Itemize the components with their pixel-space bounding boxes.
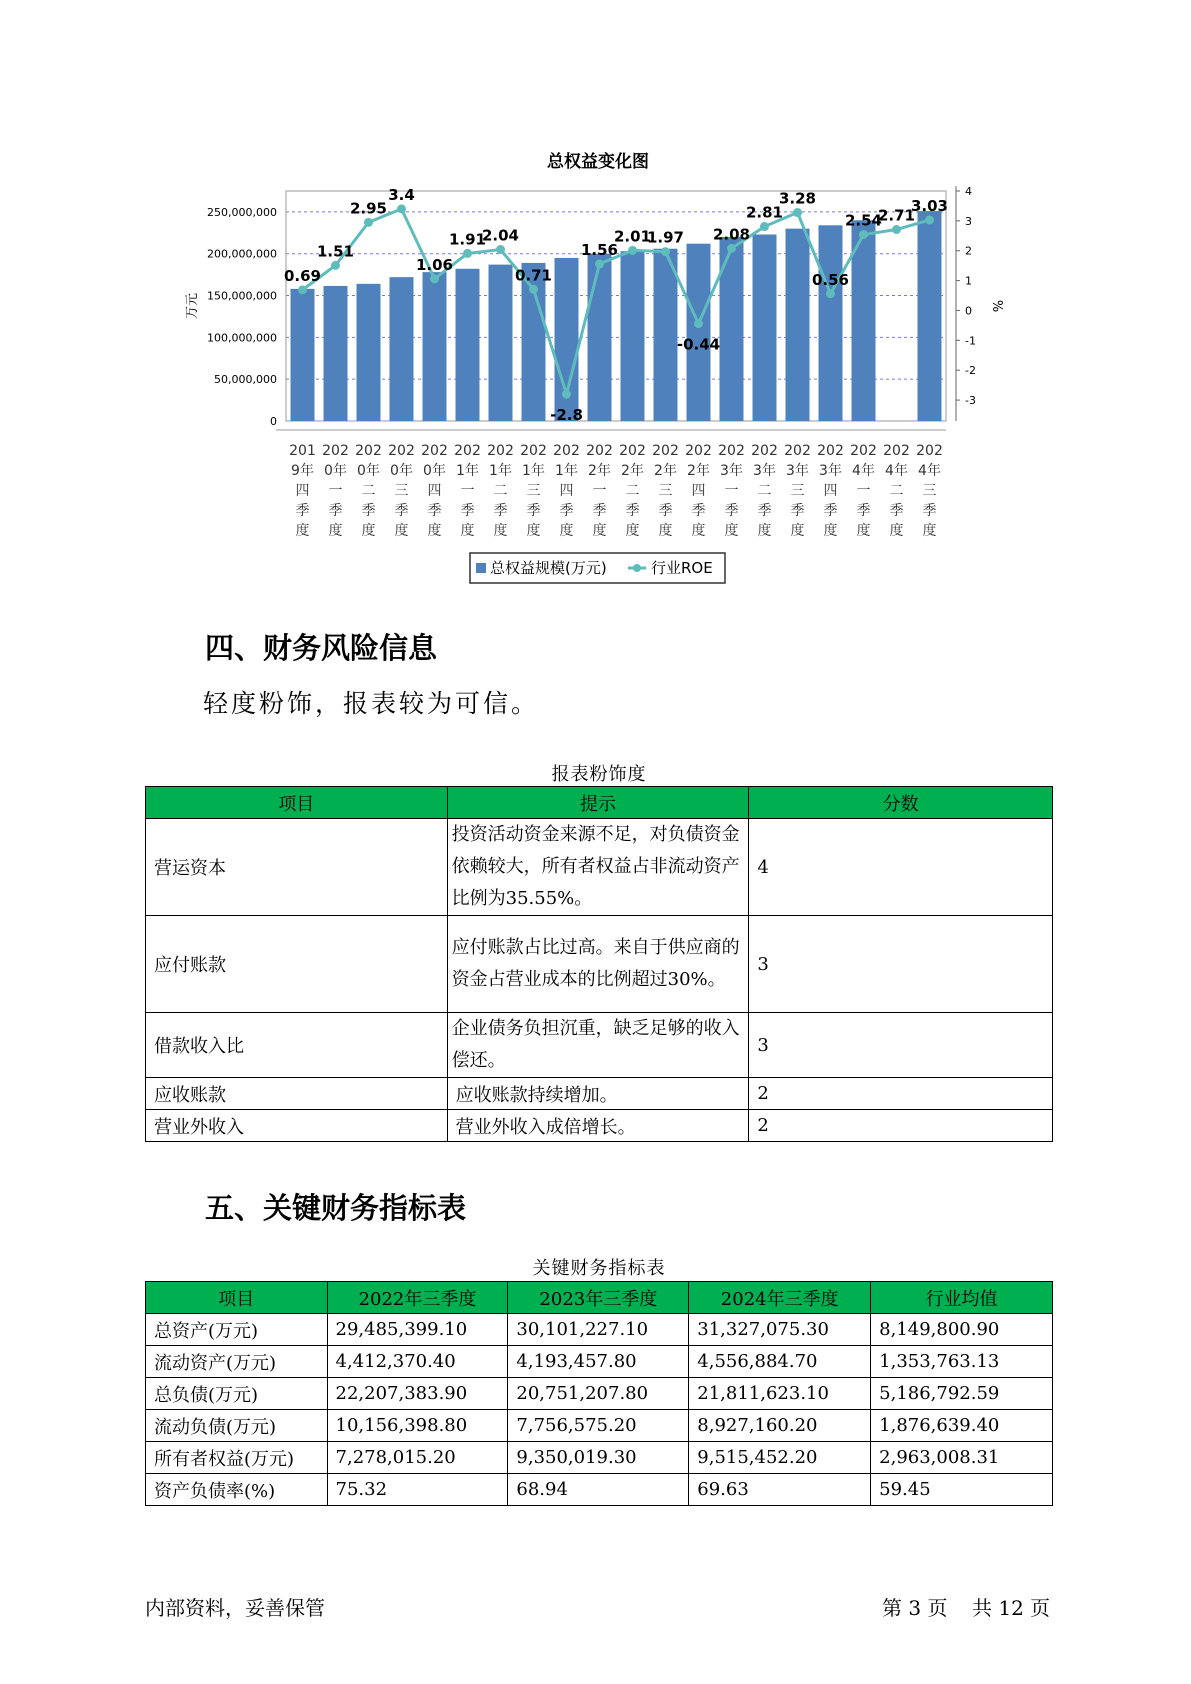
cell: 20,751,207.80	[508, 1378, 689, 1410]
x-tick-label: 度	[724, 523, 739, 539]
x-tick-label: 度	[295, 523, 310, 539]
roe-data-label: 2.54	[844, 211, 883, 230]
x-tick-label: 0年	[390, 463, 413, 479]
legend-line-marker	[633, 564, 641, 572]
x-tick-label: 季	[724, 503, 739, 519]
cell: 流动资产(万元)	[146, 1346, 328, 1378]
y-tick-label: 150,000,000	[207, 289, 277, 303]
cell: 1,876,639.40	[871, 1410, 1053, 1442]
cell: 9,515,452.20	[689, 1442, 871, 1474]
row-hint: 投资活动资金来源不足，对负债资金依赖较大，所有者权益占非流动资产比例为35.55%。	[447, 819, 749, 916]
x-tick-label: 2年	[621, 463, 644, 479]
y2-tick-label: -2	[965, 364, 976, 378]
table-row	[146, 1378, 1053, 1410]
cell: 59.45	[871, 1474, 1053, 1506]
x-tick-label: 201	[289, 443, 316, 459]
bar	[456, 269, 480, 421]
x-tick-label: 202	[784, 443, 811, 459]
cell: 1,353,763.13	[871, 1346, 1053, 1378]
roe-data-label: 2.95	[349, 199, 388, 218]
cell: 7,756,575.20	[508, 1410, 689, 1442]
cell: 5,186,792.59	[871, 1378, 1053, 1410]
bar	[588, 254, 612, 421]
x-tick-label: 季	[394, 503, 409, 519]
x-tick-label: 三	[526, 483, 541, 499]
x-tick-label: 二	[361, 483, 376, 499]
table-row	[146, 1442, 1053, 1474]
header-hint: 提示	[447, 787, 749, 819]
cell: 流动负债(万元)	[146, 1410, 328, 1442]
legend-bar-label: 总权益规模(万元)	[490, 559, 607, 577]
roe-point	[826, 289, 835, 298]
bar	[390, 277, 414, 421]
x-tick-label: 202	[817, 443, 844, 459]
roe-data-label: 3.03	[910, 196, 949, 215]
x-tick-label: 2年	[654, 463, 677, 479]
x-tick-label: 202	[718, 443, 745, 459]
x-tick-label: 季	[328, 503, 343, 519]
x-tick-label: 202	[751, 443, 778, 459]
y-tick-label: 200,000,000	[207, 247, 277, 261]
x-tick-label: 1年	[522, 463, 545, 479]
x-tick-label: 度	[361, 523, 376, 539]
cell: 资产负债率(%)	[146, 1474, 328, 1506]
table-header-row	[146, 1282, 1053, 1314]
x-tick-label: 度	[427, 523, 442, 539]
x-tick-label: 季	[856, 503, 871, 519]
roe-point	[859, 230, 868, 239]
x-tick-label: 1年	[555, 463, 578, 479]
cell: 8,149,800.90	[871, 1314, 1053, 1346]
header-item: 项目	[146, 1282, 328, 1314]
roe-data-label: -2.8	[550, 406, 583, 425]
x-tick-label: 四	[295, 483, 310, 499]
x-tick-label: 202	[850, 443, 877, 459]
row-item: 借款收入比	[146, 1013, 448, 1078]
whitewash-table	[145, 786, 1053, 1142]
x-tick-label: 一	[724, 483, 739, 499]
roe-data-label: 1.51	[316, 242, 355, 261]
x-tick-label: 度	[856, 523, 871, 539]
cell: 68.94	[508, 1474, 689, 1506]
x-tick-label: 季	[592, 503, 607, 519]
x-tick-label: 度	[625, 523, 640, 539]
cell: 29,485,399.10	[327, 1314, 508, 1346]
x-tick-label: 一	[328, 483, 343, 499]
bar	[324, 286, 348, 421]
x-tick-label: 季	[757, 503, 772, 519]
x-tick-label: 3年	[753, 463, 776, 479]
x-tick-label: 202	[883, 443, 910, 459]
header-2024q3: 2024年三季度	[689, 1282, 871, 1314]
y2-axis-title: %	[989, 299, 1004, 313]
x-tick-label: 四	[559, 483, 574, 499]
table-row	[146, 1346, 1053, 1378]
x-tick-label: 0年	[423, 463, 446, 479]
x-tick-label: 四	[691, 483, 706, 499]
x-tick-label: 三	[922, 483, 937, 499]
cell: 4,412,370.40	[327, 1346, 508, 1378]
x-tick-label: 202	[520, 443, 547, 459]
x-tick-label: 季	[295, 503, 310, 519]
bar	[423, 272, 447, 421]
roe-point	[892, 225, 901, 234]
x-tick-label: 季	[691, 503, 706, 519]
roe-data-label: -0.44	[676, 335, 721, 354]
x-tick-label: 季	[889, 503, 904, 519]
y2-tick-label: 2	[965, 244, 972, 258]
roe-data-label: 2.04	[481, 226, 520, 245]
section4-summary: 轻度粉饰，报表较为可信。	[203, 689, 540, 718]
x-tick-label: 季	[922, 503, 937, 519]
x-tick-label: 202	[553, 443, 580, 459]
bar	[819, 225, 843, 421]
footer-total-pages: 共 12 页	[972, 1596, 1051, 1620]
table-row	[146, 1314, 1053, 1346]
x-tick-label: 202	[322, 443, 349, 459]
y-tick-label: 100,000,000	[207, 331, 277, 345]
bar	[489, 265, 513, 421]
y-tick-label: 0	[270, 415, 277, 428]
bar	[357, 284, 381, 421]
roe-point	[496, 245, 505, 254]
x-tick-label: 二	[757, 483, 772, 499]
x-tick-label: 季	[559, 503, 574, 519]
x-tick-label: 度	[823, 523, 838, 539]
cell: 总负债(万元)	[146, 1378, 328, 1410]
table-row	[146, 1410, 1053, 1442]
x-tick-label: 三	[790, 483, 805, 499]
chart-title: 总权益变化图	[547, 152, 649, 172]
x-tick-label: 2年	[687, 463, 710, 479]
roe-point	[925, 215, 934, 224]
equity-change-chart	[0, 0, 1191, 600]
roe-point	[397, 204, 406, 213]
x-tick-label: 度	[460, 523, 475, 539]
x-tick-label: 季	[460, 503, 475, 519]
x-tick-label: 202	[388, 443, 415, 459]
header-2022q3: 2022年三季度	[327, 1282, 508, 1314]
x-tick-label: 9年	[291, 463, 314, 479]
cell: 21,811,623.10	[689, 1378, 871, 1410]
legend-bar-swatch	[476, 563, 486, 573]
x-tick-label: 202	[685, 443, 712, 459]
x-tick-label: 4年	[918, 463, 941, 479]
cell: 10,156,398.80	[327, 1410, 508, 1442]
key-indicators-table	[145, 1281, 1053, 1506]
x-tick-label: 202	[916, 443, 943, 459]
x-tick-label: 202	[487, 443, 514, 459]
cell: 9,350,019.30	[508, 1442, 689, 1474]
x-tick-label: 二	[889, 483, 904, 499]
x-tick-label: 4年	[852, 463, 875, 479]
roe-point	[694, 319, 703, 328]
roe-data-label: 0.56	[811, 270, 850, 289]
header-industry-avg: 行业均值	[871, 1282, 1053, 1314]
x-tick-label: 2年	[588, 463, 611, 479]
cell: 31,327,075.30	[689, 1314, 871, 1346]
bar	[687, 244, 711, 421]
cell: 4,193,457.80	[508, 1346, 689, 1378]
row-item: 应收账款	[146, 1078, 448, 1110]
x-tick-label: 1年	[456, 463, 479, 479]
y-axis-title: 万元	[185, 292, 200, 320]
roe-data-label: 2.71	[877, 206, 916, 225]
roe-data-label: 1.97	[646, 228, 685, 247]
row-score: 2	[749, 1078, 1053, 1110]
x-tick-label: 二	[493, 483, 508, 499]
roe-data-label: 1.06	[415, 255, 454, 274]
x-tick-label: 度	[394, 523, 409, 539]
row-score: 3	[749, 1013, 1053, 1078]
roe-point	[727, 244, 736, 253]
x-tick-label: 度	[658, 523, 673, 539]
table-row	[146, 819, 1053, 916]
bar	[786, 229, 810, 421]
table-row	[146, 1078, 1053, 1110]
footer-confidential: 内部资料，妥善保管	[145, 1596, 325, 1620]
x-tick-label: 3年	[786, 463, 809, 479]
table-header-row	[146, 787, 1053, 819]
row-item: 应付账款	[146, 916, 448, 1013]
x-tick-label: 度	[493, 523, 508, 539]
footer-page-number: 第 3 页	[882, 1596, 948, 1620]
x-tick-label: 季	[625, 503, 640, 519]
roe-point	[793, 208, 802, 217]
bar	[918, 211, 942, 421]
x-tick-label: 202	[652, 443, 679, 459]
x-tick-label: 四	[427, 483, 442, 499]
row-hint: 应付账款占比过高。来自于供应商的资金占营业成本的比例超过30%。	[447, 916, 749, 1013]
legend-line-label: 行业ROE	[651, 559, 713, 577]
x-tick-label: 度	[790, 523, 805, 539]
roe-point	[364, 218, 373, 227]
x-tick-label: 202	[454, 443, 481, 459]
cell: 75.32	[327, 1474, 508, 1506]
row-hint: 营业外收入成倍增长。	[447, 1110, 749, 1142]
roe-point	[463, 249, 472, 258]
cell: 所有者权益(万元)	[146, 1442, 328, 1474]
table-row	[146, 1013, 1053, 1078]
x-tick-label: 度	[691, 523, 706, 539]
roe-point	[628, 246, 637, 255]
y2-tick-label: -1	[965, 334, 976, 348]
y2-tick-label: 0	[965, 304, 972, 318]
cell: 4,556,884.70	[689, 1346, 871, 1378]
row-hint: 应收账款持续增加。	[447, 1078, 749, 1110]
x-tick-label: 202	[586, 443, 613, 459]
x-tick-label: 202	[421, 443, 448, 459]
x-tick-label: 度	[922, 523, 937, 539]
roe-point	[529, 285, 538, 294]
roe-point	[430, 274, 439, 283]
roe-point	[298, 285, 307, 294]
roe-data-label: 2.08	[712, 225, 751, 244]
section4-heading: 四、财务风险信息	[205, 631, 438, 665]
roe-data-label: 2.01	[613, 227, 652, 246]
cell: 7,278,015.20	[327, 1442, 508, 1474]
x-tick-label: 度	[559, 523, 574, 539]
roe-point	[760, 222, 769, 231]
bar	[753, 234, 777, 421]
x-tick-label: 季	[790, 503, 805, 519]
row-score: 2	[749, 1110, 1053, 1142]
x-tick-label: 三	[658, 483, 673, 499]
x-tick-label: 度	[526, 523, 541, 539]
y2-tick-label: 1	[965, 274, 972, 288]
cell: 总资产(万元)	[146, 1314, 328, 1346]
x-tick-label: 1年	[489, 463, 512, 479]
x-tick-label: 季	[361, 503, 376, 519]
roe-point	[595, 259, 604, 268]
x-tick-label: 202	[619, 443, 646, 459]
y2-tick-label: -3	[965, 394, 976, 408]
x-tick-label: 季	[658, 503, 673, 519]
roe-data-label: 0.69	[283, 266, 322, 285]
x-tick-label: 度	[889, 523, 904, 539]
row-item: 营运资本	[146, 819, 448, 916]
section5-heading: 五、关键财务指标表	[205, 1191, 467, 1225]
x-tick-label: 一	[592, 483, 607, 499]
x-tick-label: 二	[625, 483, 640, 499]
roe-data-label: 3.28	[778, 189, 817, 208]
x-tick-label: 季	[427, 503, 442, 519]
y2-tick-label: 3	[965, 214, 972, 228]
cell: 69.63	[689, 1474, 871, 1506]
y-tick-label: 250,000,000	[207, 205, 277, 219]
roe-point	[562, 390, 571, 399]
x-tick-label: 三	[394, 483, 409, 499]
cell: 22,207,383.90	[327, 1378, 508, 1410]
x-tick-label: 季	[493, 503, 508, 519]
x-tick-label: 四	[823, 483, 838, 499]
x-tick-label: 度	[757, 523, 772, 539]
x-tick-label: 度	[592, 523, 607, 539]
row-score: 4	[749, 819, 1053, 916]
row-item: 营业外收入	[146, 1110, 448, 1142]
key-indicators-caption: 关键财务指标表	[532, 1258, 666, 1279]
x-tick-label: 4年	[885, 463, 908, 479]
header-item: 项目	[146, 787, 448, 819]
roe-data-label: 1.56	[580, 240, 619, 259]
roe-data-label: 1.91	[448, 230, 487, 249]
roe-point	[331, 261, 340, 270]
x-tick-label: 季	[526, 503, 541, 519]
bar	[654, 249, 678, 421]
header-2023q3: 2023年三季度	[508, 1282, 689, 1314]
x-tick-label: 0年	[357, 463, 380, 479]
roe-data-label: 3.4	[388, 185, 415, 204]
row-hint: 企业债务负担沉重，缺乏足够的收入偿还。	[447, 1013, 749, 1078]
bar	[621, 251, 645, 421]
whitewash-table-caption: 报表粉饰度	[551, 764, 647, 785]
cell: 2,963,008.31	[871, 1442, 1053, 1474]
x-tick-label: 3年	[720, 463, 743, 479]
table-row	[146, 1110, 1053, 1142]
roe-data-label: 2.81	[745, 203, 784, 222]
bar	[291, 289, 315, 421]
x-tick-label: 202	[355, 443, 382, 459]
table-row	[146, 916, 1053, 1013]
roe-point	[661, 247, 670, 256]
y2-tick-label: 4	[965, 185, 972, 198]
x-tick-label: 一	[460, 483, 475, 499]
row-score: 3	[749, 916, 1053, 1013]
cell: 30,101,227.10	[508, 1314, 689, 1346]
x-tick-label: 一	[856, 483, 871, 499]
cell: 8,927,160.20	[689, 1410, 871, 1442]
header-score: 分数	[749, 787, 1053, 819]
y-tick-label: 50,000,000	[214, 373, 277, 387]
x-tick-label: 度	[328, 523, 343, 539]
roe-data-label: 0.71	[514, 266, 553, 285]
x-tick-label: 季	[823, 503, 838, 519]
table-row	[146, 1474, 1053, 1506]
x-tick-label: 0年	[324, 463, 347, 479]
x-tick-label: 3年	[819, 463, 842, 479]
